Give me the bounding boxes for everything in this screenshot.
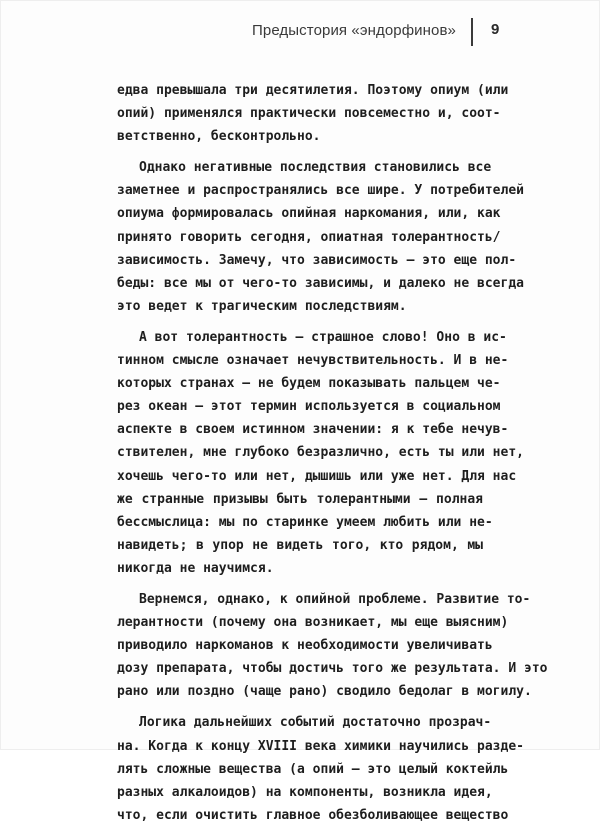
text-line: Однако негативные последствия становились все	[139, 160, 492, 176]
paragraph	[117, 711, 524, 826]
text-line: тинном смысле означает нечувствительность. И в не-	[117, 353, 509, 369]
text-line: дозу препарата, чтобы достичь того же результата. И это	[117, 661, 548, 677]
text-line: А вот толерантность — страшное слово! Оно в ис-	[139, 329, 507, 345]
text-line: приводило наркоманов к необходимости увеличивать	[117, 638, 493, 654]
text-line: опий) применялся практически повсеместно и, соот-	[117, 106, 501, 122]
text-line: это ведет к трагическим последствиям.	[117, 298, 407, 314]
running-header	[0, 18, 600, 44]
text-line: бессмыслица: мы по старинке умеем любить или не-	[117, 514, 493, 530]
text-line: навидеть; в упор не видеть того, кто рядом, мы	[117, 537, 483, 553]
text-line: хочешь чего-то или нет, дышишь или уже нет. Для нас	[117, 468, 517, 484]
text-line: никогда не научимся.	[117, 560, 274, 576]
text-line: что, если очистить главное обезболивающее вещество	[117, 807, 509, 823]
text-line: же странные призывы быть толерантными — полная	[117, 491, 483, 507]
paragraph	[117, 79, 509, 148]
text-line: ствителен, мне глубоко безразлично, есть ты или нет,	[117, 445, 524, 461]
paragraph	[117, 326, 524, 580]
text-line: аспекте в своем истинном значении: я к тебе нечув-	[117, 422, 509, 438]
text-line: ветственно, бесконтрольно.	[117, 129, 321, 145]
body-text	[117, 79, 548, 835]
paragraph	[117, 156, 524, 318]
text-line: лять сложные вещества (а опий — это целый коктейль	[117, 761, 509, 777]
page-number: 9	[491, 21, 500, 38]
text-line: на. Когда к концу XVIII века химики научились разде-	[117, 738, 524, 754]
text-line: которых странах — не будем показывать пальцем че-	[117, 376, 501, 392]
text-line: рано или поздно (чаще рано) сводило бедолаг в могилу.	[117, 684, 532, 700]
text-line: едва превышала три десятилетия. Поэтому опиум (или	[117, 83, 509, 98]
text-line: беды: все мы от чего-то зависимы, и далеко не всегда	[117, 275, 524, 291]
text-line: Логика дальнейших событий достаточно прозрач-	[139, 715, 492, 731]
header-divider	[471, 18, 473, 46]
text-line: принято говорить сегодня, опиатная толерантность/	[117, 229, 501, 245]
text-line: рез океан — этот термин используется в социальном	[117, 399, 501, 415]
text-line: разных алкалоидов) на компоненты, возникла идея,	[117, 784, 493, 800]
text-line: Вернемся, однако, к опийной проблеме. Развитие то-	[139, 591, 531, 607]
text-line: зависимость. Замечу, что зависимость — это еще пол-	[117, 252, 517, 268]
paragraph	[117, 588, 548, 703]
text-line: опиума формировалась опийная наркомания, или, как	[117, 206, 501, 222]
text-line: заметнее и распространялись все шире. У потребителей	[117, 183, 524, 199]
text-line: лерантности (почему она возникает, мы еще выясним)	[117, 615, 509, 631]
running-header-title: Предыстория «эндорфинов»	[252, 22, 456, 39]
